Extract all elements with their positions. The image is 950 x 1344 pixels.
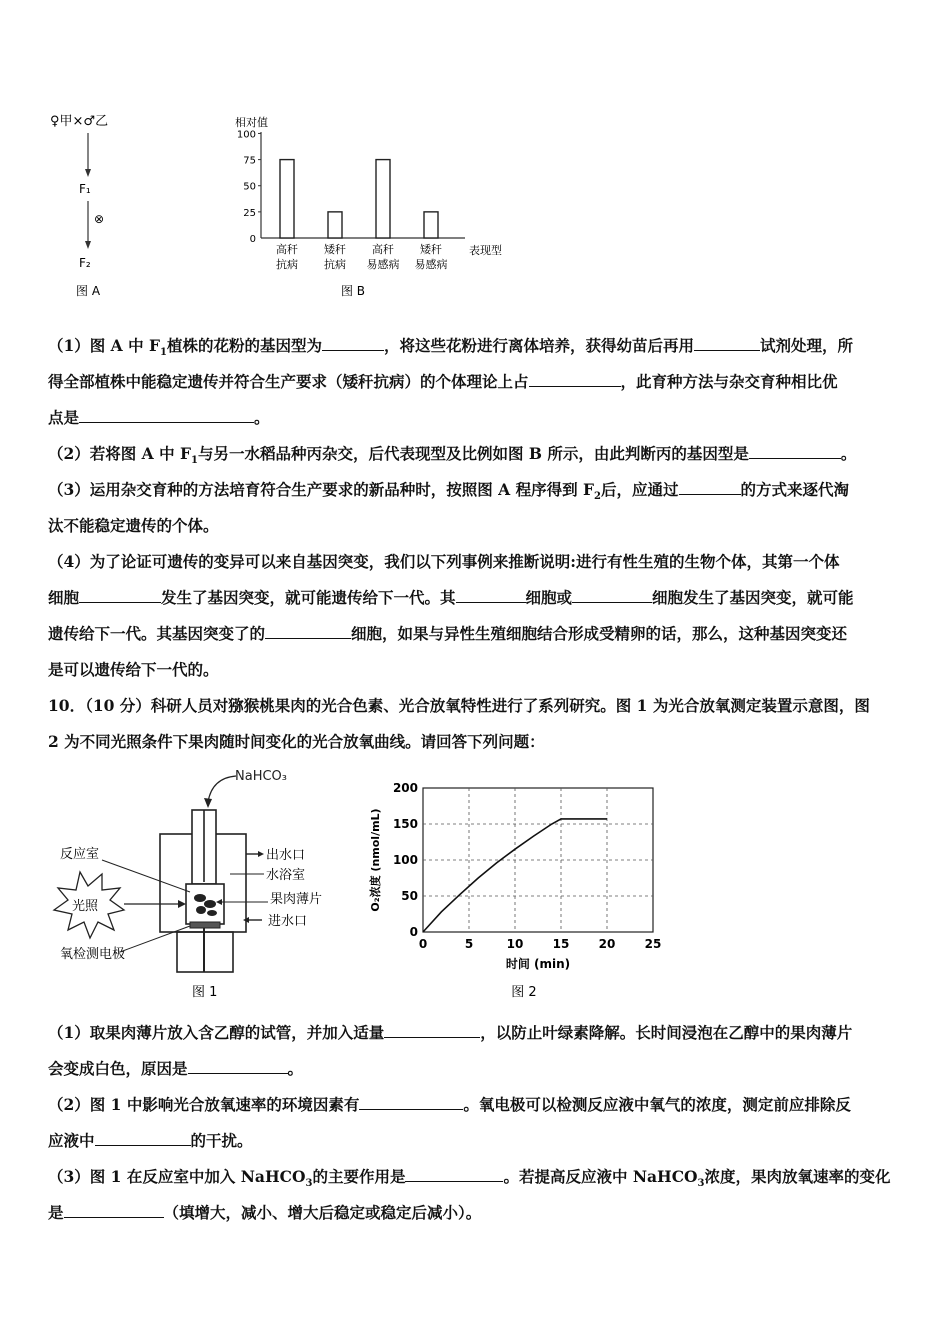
light-label: 光照 — [72, 899, 99, 914]
q9-p4-text-g: 细胞，如果与异性生殖细胞结合形成受精卵的话，那么，这种基因突变还 — [351, 624, 848, 643]
q9-p4-text-a: （4）为了论证可遗传的变异可以来自基因突变，我们以下列事例来推断说明:进行有性生殖的生物个体，其第一个体 — [48, 552, 840, 571]
y-tick-label-2: 50 — [243, 181, 256, 193]
q9-part1-line1 — [48, 335, 908, 364]
figure-b-bar-chart — [225, 110, 525, 305]
q10-p3-text-a: （3）图 1 在反应室中加入 NaHCO — [48, 1167, 306, 1186]
arrow-1-head — [85, 169, 91, 177]
x-tick-label-3-a: 矮秆 — [420, 243, 442, 256]
answer-blank-reagent[interactable] — [694, 335, 760, 351]
q9-p4-text-b: 细胞 — [48, 588, 80, 607]
figure-b-caption: 图 B — [340, 284, 366, 298]
q9-p2-text-c: 。 — [840, 444, 857, 463]
electrode-plate — [190, 922, 220, 928]
q10-p3-text-f: （填增大，减小、增大后稳定或稳定后减小）。 — [163, 1203, 482, 1222]
q10-p3-text-d: 浓度，果肉放氧速率的变化 — [704, 1167, 891, 1186]
q10-part3-line1 — [48, 1166, 908, 1195]
fruit-slice-1 — [194, 894, 206, 902]
q9-p3-text-b: 后，应通过 — [600, 480, 679, 499]
y-tick-label-3: 150 — [392, 817, 418, 831]
q9-p3-text-a: （3）运用杂交育种的方法培育符合生产要求的新品种时，按照图 A 程序得到 F — [48, 480, 595, 499]
answer-blank-cell-3[interactable] — [572, 587, 652, 603]
q10-p3-text-e: 是 — [48, 1203, 64, 1222]
bar-1 — [328, 212, 342, 238]
answer-blank-advantage[interactable] — [79, 407, 254, 423]
x-tick-label-5: 25 — [644, 937, 662, 951]
f1-label: F₁ — [79, 182, 91, 196]
figure-a — [40, 105, 160, 305]
answer-blank-method[interactable] — [679, 479, 741, 495]
x-tick-label-3: 15 — [552, 937, 570, 951]
x-tick-label-0-a: 高秆 — [276, 243, 298, 256]
q9-part3-line1 — [48, 479, 908, 508]
q10-p1-text-a: （1）取果肉薄片放入含乙醇的试管，并加入适量 — [48, 1023, 385, 1042]
x-tick-label-0: 0 — [418, 937, 428, 951]
electrode-pointer — [120, 926, 190, 952]
water-outlet-arrow — [258, 851, 264, 857]
answer-blank-nahco3-role[interactable] — [405, 1166, 503, 1182]
q9-p4-text-c: 发生了基因突变，就可能遗传给下一代。其 — [161, 588, 456, 607]
answer-blank-cell-4[interactable] — [265, 623, 351, 639]
x-tick-label-2-a: 高秆 — [372, 243, 394, 256]
q9-part3-line2 — [48, 515, 908, 537]
q9-p4-text-h: 是可以遗传给下一代的。 — [48, 660, 219, 679]
q10-part1-line1 — [48, 1022, 908, 1044]
q9-p3-text-d: 汰不能稳定遗传的个体。 — [48, 516, 219, 535]
q9-p1-sub: 1 — [160, 347, 167, 359]
water-inlet-label: 进水口 — [268, 914, 308, 929]
x-axis-title: 时间 (min) — [505, 957, 571, 971]
f2-label: F₂ — [79, 256, 91, 270]
q9-p2-text-b: 与另一水稻品种丙杂交，后代表现型及比例如图 B 所示，由此判断丙的基因型是 — [197, 444, 749, 463]
fruit-slice-4 — [207, 910, 217, 916]
x-tick-label-1-a: 矮秆 — [324, 243, 346, 256]
answer-blank-rate-change[interactable] — [64, 1202, 164, 1218]
q10-p1-text-b: ，以防止叶绿素降解。长时间浸泡在乙醇中的果肉薄片 — [480, 1023, 853, 1042]
y-tick-label-4: 200 — [392, 781, 418, 795]
q9-part1-line3 — [48, 407, 908, 429]
q9-p1-text-d: 试剂处理，所 — [760, 336, 854, 355]
arrow-2-head — [85, 241, 91, 249]
y-tick-label-2: 100 — [392, 853, 418, 867]
q10-p3-text-c: 。若提高反应液中 NaHCO — [503, 1167, 698, 1186]
bar-3 — [424, 212, 438, 238]
q10-p2-text-b: 。氧电极可以检测反应液中氧气的浓度，测定前应排除反 — [463, 1095, 851, 1114]
q9-p2-sub: 1 — [191, 455, 198, 467]
q10-p3-text-b: 的主要作用是 — [312, 1167, 406, 1186]
fruit-slice-2 — [204, 900, 216, 908]
fruit-slices-label: 果肉薄片 — [270, 892, 323, 907]
self-cross-symbol: ⊗ — [94, 212, 105, 226]
q10-p2-text-c: 应液中 — [48, 1131, 95, 1150]
y-tick-label-0: 0 — [409, 925, 418, 939]
q9-p1-text-b: 植株的花粉的基因型为 — [166, 336, 322, 355]
x-tick-label-3-b: 易感病 — [414, 258, 448, 271]
x-tick-label-0-b: 抗病 — [276, 258, 298, 271]
answer-blank-cell-2[interactable] — [456, 587, 526, 603]
q9-part4-line1 — [48, 551, 908, 573]
q9-p2-text-a: （2）若将图 A 中 F — [48, 444, 192, 463]
x-tick-label-1-b: 抗病 — [324, 258, 346, 271]
q9-p4-text-f: 遗传给下一代。其基因突变了的 — [48, 624, 266, 643]
q9-p3-text-c: 的方式来逐代淘 — [740, 480, 850, 499]
x-axis-title: 表现型 — [469, 244, 502, 257]
x-tick-label-4: 20 — [598, 937, 616, 951]
answer-blank-env-factors[interactable] — [359, 1094, 463, 1110]
reaction-room-pointer — [102, 860, 190, 892]
figure-a-caption: 图 A — [76, 284, 101, 298]
bar-2 — [376, 160, 390, 238]
nahco3-arrow — [208, 776, 236, 802]
q10-p2-text-d: 的干扰。 — [190, 1131, 253, 1150]
answer-blank-pollen-genotype[interactable] — [322, 335, 384, 351]
q9-part4-line4 — [48, 659, 908, 681]
q10-part2-line2 — [48, 1130, 908, 1152]
y-tick-label-4: 100 — [236, 129, 256, 141]
answer-blank-proportion[interactable] — [529, 371, 621, 387]
q10-p1-text-d: 。 — [287, 1059, 304, 1078]
water-outlet-label: 出水口 — [266, 848, 306, 863]
y-tick-label-1: 25 — [243, 207, 256, 219]
q9-p1-text-f: ，此育种方法与杂交育种相比优 — [620, 372, 838, 391]
x-tick-label-1: 5 — [464, 937, 474, 951]
q9-p1-text-a: （1）图 A 中 F — [48, 336, 161, 355]
q10-p1-text-c: 会变成白色，原因是 — [48, 1059, 188, 1078]
cross-label: ♀甲×♂乙 — [50, 114, 109, 129]
answer-blank-interference[interactable] — [95, 1130, 191, 1146]
water-bath-label: 水浴室 — [266, 868, 306, 883]
nahco3-arrow-head — [204, 798, 212, 808]
light-arrow-head — [178, 900, 186, 908]
y-tick-label-0: 0 — [249, 234, 256, 245]
q9-p3-sub: 2 — [594, 491, 601, 503]
q9-p1-text-g: 点是 — [48, 408, 80, 427]
answer-blank-bing-genotype[interactable] — [749, 443, 841, 459]
answer-blank-cell-1[interactable] — [79, 587, 161, 603]
reaction-room-label: 反应室 — [60, 847, 100, 862]
q10-stem-text-2: 2 为不同光照条件下果肉随时间变化的光合放氧曲线。请回答下列问题： — [48, 732, 545, 751]
q9-part4-line3 — [48, 623, 908, 645]
q10-p3-sub-1: 3 — [305, 1178, 313, 1190]
bar-0 — [280, 160, 294, 238]
q10-stem-line2 — [48, 731, 908, 753]
nahco3-label: NaHCO₃ — [235, 769, 287, 784]
figure-1-apparatus — [40, 762, 360, 1007]
y-axis-title: O₂浓度 (nmol/mL) — [369, 808, 382, 912]
q10-p2-text-a: （2）图 1 中影响光合放氧速率的环境因素有 — [48, 1095, 360, 1114]
q9-part2 — [48, 443, 908, 472]
q9-p1-text-h: 。 — [254, 408, 270, 427]
x-tick-label-2-b: 易感病 — [366, 258, 400, 271]
q9-part4-line2 — [48, 587, 908, 609]
q10-stem-line1 — [48, 695, 908, 717]
q10-p3-sub-2: 3 — [697, 1178, 705, 1190]
y-tick-label-1: 50 — [401, 889, 418, 903]
y-tick-label-3: 75 — [243, 155, 256, 167]
q10-part1-line2 — [48, 1058, 908, 1080]
y-axis-title: 相对值 — [235, 116, 268, 129]
q9-p1-text-e: 得全部植株中能稳定遗传并符合生产要求（矮秆抗病）的个体理论上占 — [48, 372, 529, 391]
answer-blank-additive[interactable] — [384, 1022, 480, 1038]
fruit-slice-3 — [196, 906, 206, 914]
q10-part3-line2 — [48, 1202, 908, 1224]
q10-stem-text-1: 10．（10 分）科研人员对猕猴桃果肉的光合色素、光合放氧特性进行了系列研究。图 1 为光合放氧测定装置示意图，图 — [48, 696, 870, 715]
x-tick-label-2: 10 — [506, 937, 524, 951]
q9-part1-line2 — [48, 371, 908, 393]
q9-p4-text-e: 细胞发生了基因突变，就可能 — [652, 588, 854, 607]
q9-p4-text-d: 细胞或 — [525, 588, 573, 607]
electrode-label: 氧检测电极 — [60, 947, 126, 962]
q10-part2-line1 — [48, 1094, 908, 1116]
q9-p1-text-c: ，将这些花粉进行离体培养，获得幼苗后再用 — [384, 336, 695, 355]
figure-2-line-chart — [365, 776, 675, 1001]
figure-1-caption: 图 1 — [192, 985, 218, 1000]
answer-blank-reason[interactable] — [188, 1058, 288, 1074]
figure-2-caption: 图 2 — [511, 985, 537, 1000]
